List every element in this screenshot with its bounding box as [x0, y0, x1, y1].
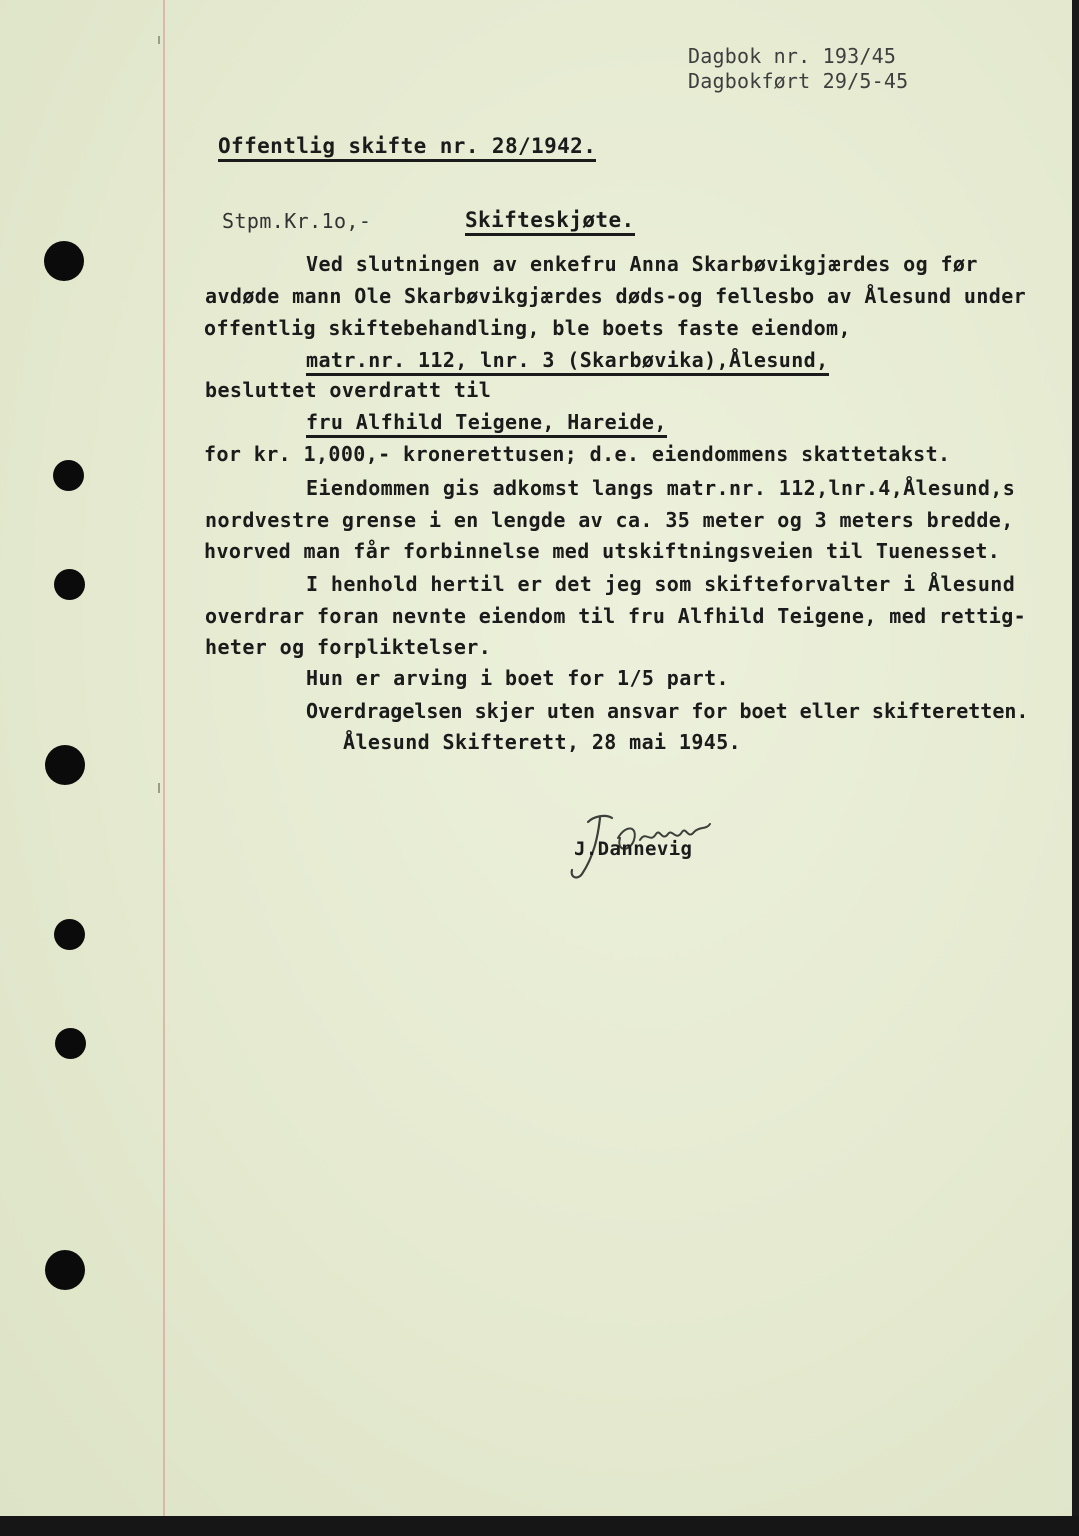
body-line: Eiendommen gis adkomst langs matr.nr. 112,lnr.4,Ålesund,s [306, 476, 1016, 500]
body-line: heter og forpliktelser. [205, 635, 492, 659]
registry-stamp-line2: Dagbokført 29/5-45 [688, 69, 909, 93]
punch-hole-icon [45, 1250, 85, 1290]
stamp-fee: Stpm.Kr.1o,- [222, 209, 372, 233]
scan-mark [158, 36, 160, 44]
property-reference: matr.nr. 112, lnr. 3 (Skarbøvika),Ålesund, [306, 348, 829, 376]
body-line: nordvestre grense i en lengde av ca. 35 meter og 3 meters bredde, [205, 508, 1014, 532]
typed-signature: J.Dannevig [574, 838, 693, 860]
body-line: Hun er arving i boet for 1/5 part. [306, 666, 729, 690]
punch-hole-icon [53, 460, 84, 491]
punch-hole-icon [55, 1028, 86, 1059]
body-line: besluttet overdratt til [205, 378, 492, 402]
registry-stamp-line1: Dagbok nr. 193/45 [688, 44, 897, 68]
place-and-date: Ålesund Skifterett, 28 mai 1945. [343, 730, 742, 754]
punch-hole-icon [44, 241, 84, 281]
body-line: for kr. 1,000,- kronerettusen; d.e. eiendommens skattetakst. [204, 442, 951, 466]
document-heading: Skifteskjøte. [465, 208, 635, 236]
body-line: offentlig skiftebehandling, ble boets faste eiendom, [204, 316, 851, 340]
case-title: Offentlig skifte nr. 28/1942. [218, 134, 596, 162]
punch-hole-icon [45, 745, 85, 785]
body-line: Overdragelsen skjer uten ansvar for boet eller skifteretten. [306, 699, 1029, 723]
body-line: Ved slutningen av enkefru Anna Skarbøvikgjærdes og før [306, 252, 978, 276]
scan-mark [158, 783, 160, 793]
body-line: overdrar foran nevnte eiendom til fru Alfhild Teigene, med rettig- [205, 604, 1027, 628]
recipient-name: fru Alfhild Teigene, Hareide, [306, 410, 667, 438]
punch-hole-icon [54, 569, 85, 600]
body-line: I henhold hertil er det jeg som skifteforvalter i Ålesund [306, 572, 1016, 596]
body-line: avdøde mann Ole Skarbøvikgjærdes døds-og fellesbo av Ålesund under [205, 284, 1027, 308]
margin-rule [163, 0, 165, 1516]
scan-border [0, 1516, 1079, 1536]
punch-hole-icon [54, 919, 85, 950]
body-line: hvorved man får forbinnelse med utskiftningsveien til Tuenesset. [204, 539, 1001, 563]
